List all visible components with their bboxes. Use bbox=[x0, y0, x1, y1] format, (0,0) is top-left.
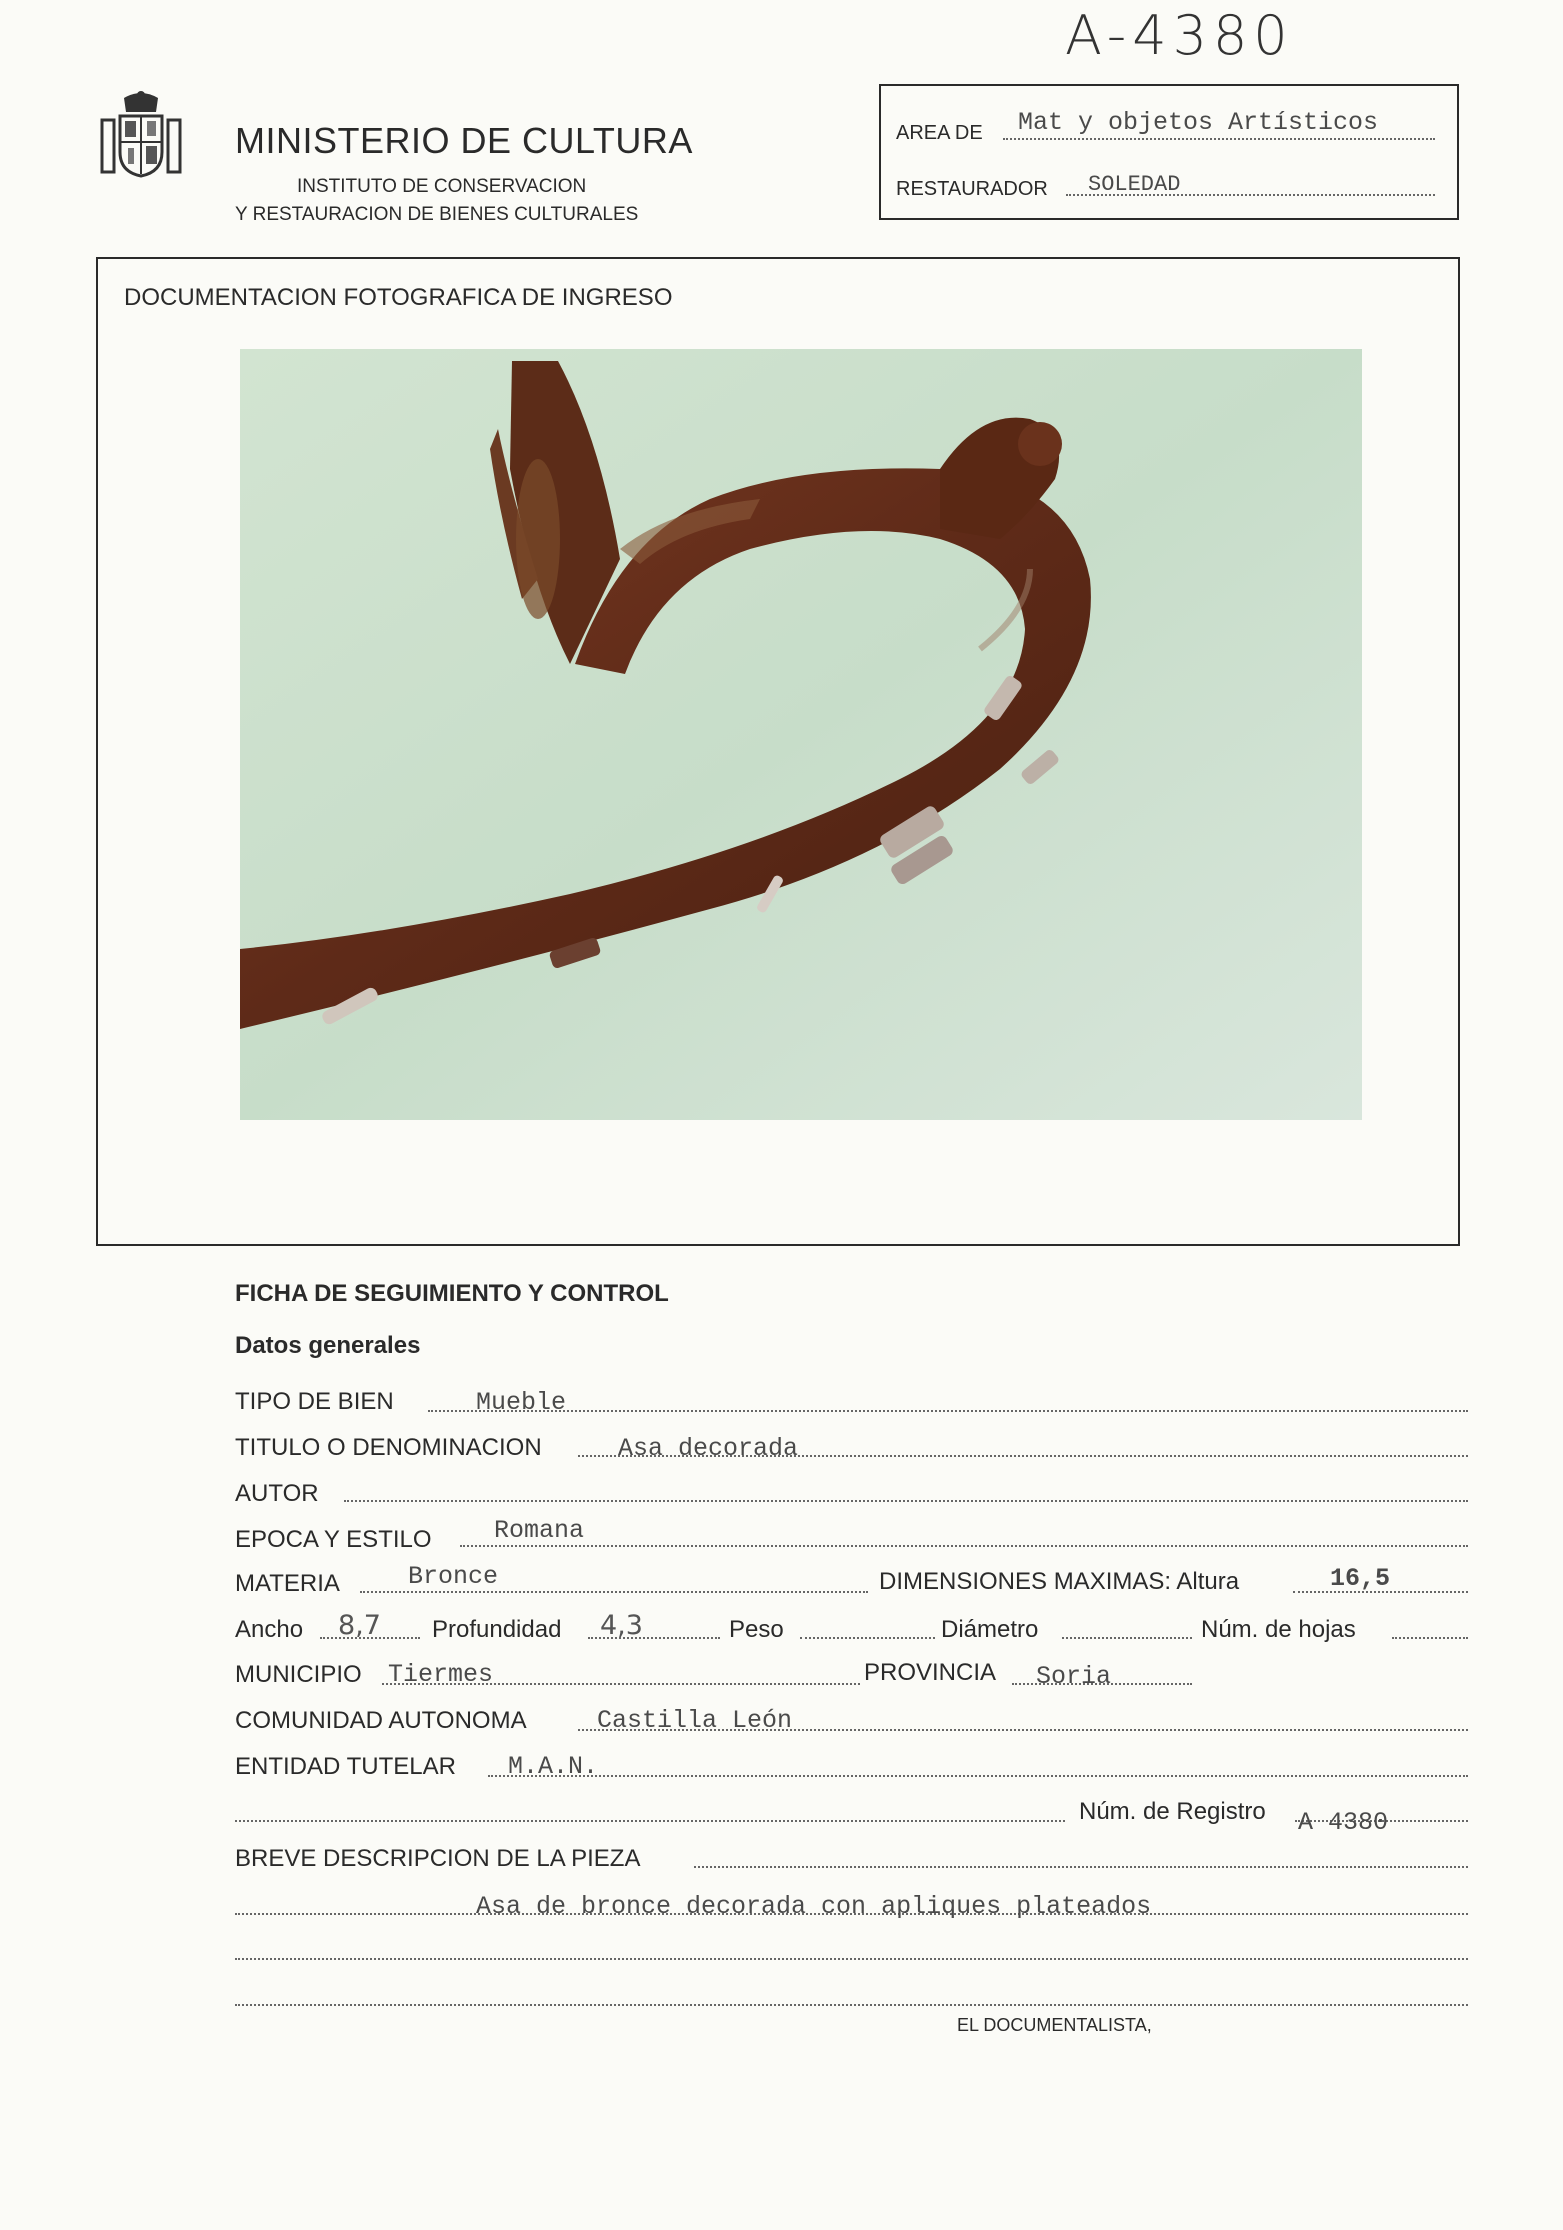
descripcion-label: BREVE DESCRIPCION DE LA PIEZA bbox=[235, 1845, 641, 1872]
comunidad-value: Castilla León bbox=[597, 1706, 793, 1735]
area-dotted-line bbox=[1003, 138, 1435, 140]
ancho-label: Ancho bbox=[235, 1616, 304, 1643]
hojas-label: Núm. de hojas bbox=[1201, 1616, 1356, 1643]
descripcion-line-2 bbox=[235, 1958, 1468, 1960]
titulo-label: TITULO O DENOMINACION bbox=[235, 1434, 542, 1461]
registro-blank-dotted-line bbox=[235, 1820, 1065, 1822]
diametro-label: Diámetro bbox=[941, 1616, 1039, 1643]
descripcion-dotted-line bbox=[694, 1866, 1468, 1868]
dimensiones-label: DIMENSIONES MAXIMAS: Altura bbox=[879, 1568, 1240, 1595]
hojas-dotted-line bbox=[1392, 1637, 1468, 1639]
titulo-value: Asa decorada bbox=[618, 1434, 799, 1463]
area-value: Mat y objetos Artísticos bbox=[1018, 108, 1379, 137]
comunidad-label: COMUNIDAD AUTONOMA bbox=[235, 1707, 527, 1734]
institute-line-2: Y RESTAURACION DE BIENES CULTURALES bbox=[235, 204, 639, 225]
entidad-dotted-line bbox=[488, 1775, 1468, 1777]
autor-dotted-line bbox=[344, 1500, 1468, 1502]
documentalista-label: EL DOCUMENTALISTA, bbox=[957, 2015, 1152, 2035]
restaurador-value: SOLEDAD bbox=[1088, 172, 1181, 197]
restaurador-label: RESTAURADOR bbox=[896, 178, 1048, 200]
epoca-label: EPOCA Y ESTILO bbox=[235, 1526, 432, 1553]
profundidad-value: 4,3 bbox=[600, 1610, 643, 1641]
materia-dotted-line bbox=[360, 1591, 868, 1593]
peso-dotted-line bbox=[800, 1637, 935, 1639]
photo-section-title: DOCUMENTACION FOTOGRAFICA DE INGRESO bbox=[124, 284, 673, 311]
altura-value: 16,5 bbox=[1330, 1564, 1391, 1593]
ministry-name: MINISTERIO DE CULTURA bbox=[235, 120, 693, 161]
epoca-value: Romana bbox=[494, 1516, 585, 1545]
profundidad-label: Profundidad bbox=[432, 1616, 562, 1643]
registro-label: Núm. de Registro bbox=[1079, 1798, 1266, 1825]
form-subtitle: Datos generales bbox=[235, 1332, 421, 1359]
materia-value: Bronce bbox=[408, 1562, 499, 1591]
entidad-value: M.A.N. bbox=[508, 1752, 599, 1781]
artifact-photograph bbox=[240, 349, 1362, 1120]
descripcion-value: Asa de bronce decorada con apliques plateados bbox=[476, 1892, 1152, 1921]
ancho-value: 8,7 bbox=[338, 1610, 381, 1641]
provincia-value: Soria bbox=[1036, 1662, 1112, 1691]
tipo-dotted-line bbox=[428, 1410, 1468, 1412]
diametro-dotted-line bbox=[1062, 1637, 1192, 1639]
tipo-value: Mueble bbox=[476, 1388, 567, 1417]
municipio-label: MUNICIPIO bbox=[235, 1661, 362, 1688]
epoca-dotted-line bbox=[460, 1545, 1468, 1547]
provincia-label: PROVINCIA bbox=[864, 1659, 997, 1686]
tipo-label: TIPO DE BIEN bbox=[235, 1388, 394, 1415]
registro-value: A 4380 bbox=[1298, 1808, 1389, 1837]
autor-label: AUTOR bbox=[235, 1480, 319, 1507]
materia-label: MATERIA bbox=[235, 1570, 340, 1597]
entidad-label: ENTIDAD TUTELAR bbox=[235, 1753, 456, 1780]
peso-label: Peso bbox=[729, 1616, 784, 1643]
reference-number: A-4380 bbox=[1065, 4, 1294, 67]
descripcion-line-3 bbox=[235, 2004, 1468, 2006]
coat-of-arms-icon bbox=[98, 90, 184, 180]
form-title: FICHA DE SEGUIMIENTO Y CONTROL bbox=[235, 1280, 669, 1307]
municipio-value: Tiermes bbox=[388, 1660, 494, 1689]
area-label: AREA DE bbox=[896, 122, 983, 144]
institute-line-1: INSTITUTO DE CONSERVACION bbox=[297, 176, 587, 197]
